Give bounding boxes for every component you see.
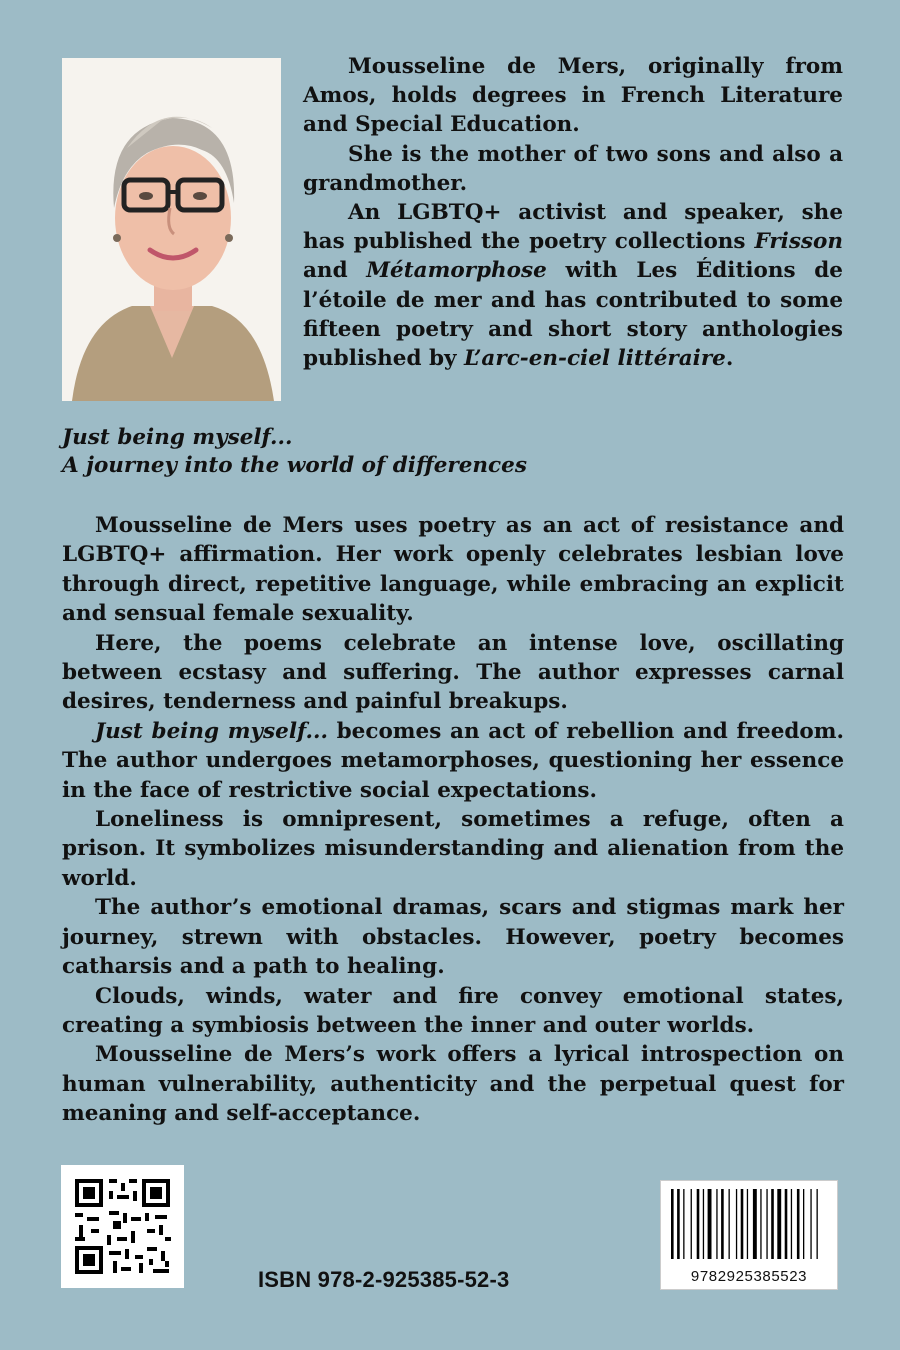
description-paragraph: Loneliness is omnipresent, sometimes a refuge, often a prison. It symbolizes misunderstanding and alienation from the world. [62, 807, 844, 891]
isbn-number: ISBN 978-2-925385-52-3 [258, 1267, 510, 1292]
barcode-bar [753, 1189, 757, 1259]
description-paragraph [62, 717, 844, 805]
barcode-digits: 9782925385523 [690, 1268, 808, 1285]
barcode-bar [766, 1189, 767, 1259]
bio-text: An LGBTQ+ activist and speaker, she has published the poetry collections [303, 200, 843, 255]
description-paragraph: Here, the poems celebrate an intense love, oscillating between ecstasy and suffering. The author expresses carnal desires, tenderness and painful breakups. [62, 630, 844, 715]
barcode-bar [697, 1189, 700, 1259]
barcode-bar [810, 1189, 811, 1259]
barcode-bar [703, 1189, 704, 1259]
qr-code-graphic [61, 1165, 184, 1288]
book-title-metamorphose: Métamorphose [366, 258, 547, 284]
barcode-bar [785, 1189, 788, 1259]
qr-code [61, 1165, 184, 1288]
tagline-title: Just being myself... [62, 425, 293, 450]
description-paragraph: The author’s emotional dramas, scars and stigmas mark her journey, strewn with obstacles. However, poetry becomes catharsis and a path to healing. [62, 895, 844, 980]
bio-text: and [303, 258, 367, 284]
description-text: becomes an act of rebellion and freedom. The author undergoes metamorphoses, questioning her essence in the face of restrictive social expectations. [62, 718, 844, 803]
isbn-barcode [660, 1180, 838, 1290]
barcode-bar [760, 1189, 761, 1259]
barcode-bar [771, 1189, 774, 1259]
barcode-bar [708, 1189, 712, 1259]
barcode-bar [716, 1189, 717, 1259]
barcode-bars [661, 1181, 837, 1263]
author-portrait-illustration [62, 58, 281, 401]
description-paragraph: Mousseline de Mers’s work offers a lyrical introspection on human vulnerability, authenticity and the perpetual quest for meaning and self-acceptance. [62, 1042, 844, 1127]
barcode-bar [797, 1189, 800, 1259]
barcode-bar [671, 1189, 674, 1259]
bio-text: with Les Éditions de l’étoile de mer and has contributed to some fifteen poetry and short story anthologies published by [303, 258, 843, 372]
author-bio [303, 52, 843, 373]
barcode-bar [741, 1189, 744, 1259]
barcode-bar [747, 1189, 748, 1259]
tagline-subtitle: A journey into the world of differences [62, 453, 527, 478]
description-paragraph: Clouds, winds, water and fire convey emotional states, creating a symbiosis between the inner and outer worlds. [62, 983, 844, 1038]
barcode-bar [729, 1189, 730, 1259]
bio-paragraph-family: She is the mother of two sons and also a grandmother. [303, 141, 843, 196]
barcode-bar [691, 1189, 692, 1259]
barcode-bar [721, 1189, 724, 1259]
book-tagline [62, 424, 842, 480]
barcode-bar [803, 1189, 804, 1259]
bio-paragraph-publications [303, 198, 843, 373]
barcode-bar [736, 1189, 737, 1259]
barcode-bar [777, 1189, 781, 1259]
barcode-bar [791, 1189, 792, 1259]
barcode-bar [817, 1189, 818, 1259]
bio-paragraph-origin: Mousseline de Mers, originally from Amos, holds degrees in French Literature and Special Education. [303, 54, 843, 138]
description-paragraph: Mousseline de Mers uses poetry as an act of resistance and LGBTQ+ affirmation. Her work openly celebrates lesbian love through direct, repetitive language, while embracing an explicit and sensual female sexuality. [62, 513, 844, 627]
author-photo [62, 58, 281, 401]
bio-text: . [725, 346, 734, 372]
book-title-inline: Just being myself... [95, 718, 328, 744]
barcode-bar [677, 1189, 680, 1259]
barcode-bar [683, 1189, 684, 1259]
publisher-name: L’arc-en-ciel littéraire [463, 346, 726, 372]
book-title-frisson: Frisson [754, 229, 843, 255]
book-description [62, 511, 844, 1129]
